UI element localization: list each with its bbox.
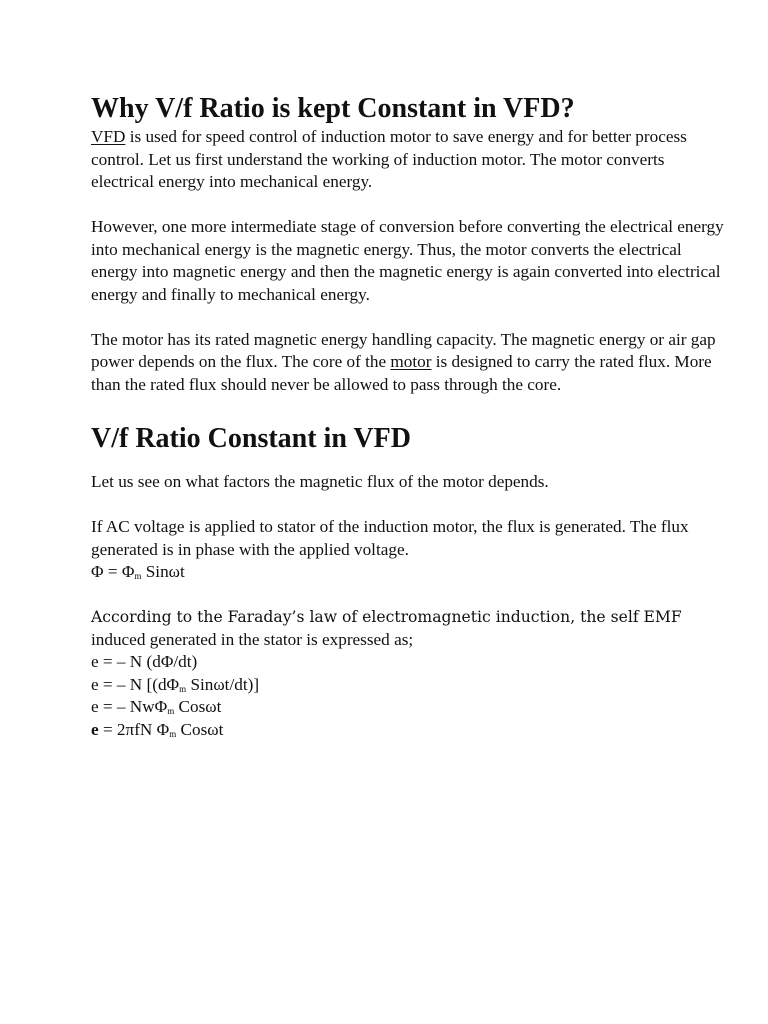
para3-before: The motor has its rated magnetic energy handling capacity. The magnetic energy or air gap power depends on the flux. The core of the [91,329,716,371]
paragraph-flux-factors: Let us see on what factors the magnetic flux of the motor depends. [91,472,549,491]
eq3-sub: m [179,683,187,694]
equation-emf-1: e = – N (dΦ/dt) [91,652,198,671]
eq5-b: Cosωt [176,719,224,739]
section-title: V/f Ratio Constant in VFD [91,423,411,454]
paragraph-ac-voltage: If AC voltage is applied to stator of the induction motor, the flux is generated. The flux generated is in phase with the applied voltage. [91,517,689,559]
para3-after: is designed to carry the rated flux. More than the rated flux should never be allowed to pass through the core. [91,352,712,394]
eq3-b: Sinωt/dt)] [186,674,260,694]
paragraph-rated-flux [91,329,728,397]
intro-paragraph [91,126,728,194]
equation-flux [91,561,728,584]
eq4-a: e = – NwΦ [91,697,168,716]
paragraph-magnetic-stage: However, one more intermediate stage of conversion before converting the electrical energy into mechanical energy is the magnetic energy. Thus, the motor converts the electrical energy into magnetic energy and then the magnetic energy is again converted into electrical energy and finally to mechanical energy. [91,217,724,304]
equation-emf-3 [91,696,728,719]
eq4-sub: m [167,706,175,716]
motor-link[interactable]: motor [390,352,432,371]
eq5-sub: m [169,728,177,739]
vfd-link[interactable]: VFD [91,127,126,146]
eq1-sub: m [134,571,142,581]
equation-emf-4 [91,719,728,742]
intro-text: is used for speed control of induction motor to save energy and for better process control. Let us first understand the working of induction motor. The motor converts electrical energy into mechanical energy. [91,127,687,191]
eq1-a: Φ = Φ [91,562,135,581]
faraday-rest: induced generated in the stator is expressed as; [91,629,414,649]
equation-emf-2 [91,674,728,697]
eq1-b: Sinωt [141,562,185,581]
eq4-b: Cosωt [174,697,222,716]
eq3-a: e = – N [(dΦ [91,674,180,694]
paragraph-faraday [91,606,728,651]
eq5-e: e [91,719,99,739]
eq5-a: = 2πfN Φ [98,719,170,739]
article-title: Why V/f Ratio is kept Constant in VFD? [91,93,575,124]
faraday-text: According to the Faraday’s law of electromagnetic induction, the self EMF [91,608,682,626]
